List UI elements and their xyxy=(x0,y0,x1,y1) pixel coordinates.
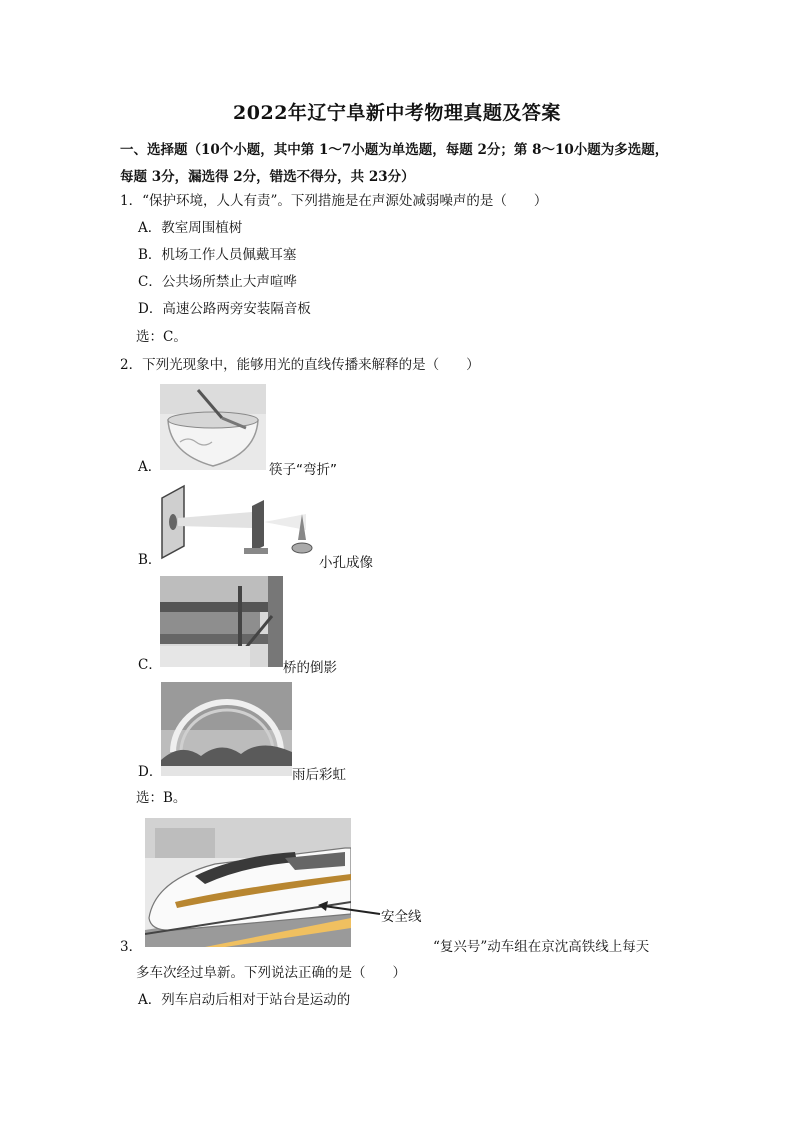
question-2-option-c-letter: C． xyxy=(138,657,162,673)
page-title: 2022年辽宁阜新中考物理真题及答案 xyxy=(233,102,561,124)
pinhole-imaging-image xyxy=(156,484,318,568)
section-heading xyxy=(120,137,680,191)
question-1-option-a: A．教室周围植树 xyxy=(138,220,243,236)
question-3-stem-line-1: “复兴号”动车组在京沈高铁线上每天 xyxy=(433,939,650,955)
arrow-icon xyxy=(316,900,382,920)
high-speed-train-image xyxy=(145,818,351,947)
question-1-option-c: C．公共场所禁止大声喧哗 xyxy=(138,274,297,290)
section-heading-line-2: 每题 3分，漏选得 2分，错选不得分，共 23分） xyxy=(120,169,415,185)
question-1-option-b: B．机场工作人员佩戴耳塞 xyxy=(138,247,297,263)
bowl-chopstick-image xyxy=(160,384,266,470)
question-2-option-a-letter: A． xyxy=(138,459,162,475)
question-2-option-a-caption: 筷子“弯折” xyxy=(269,462,337,478)
question-2-option-b-caption: 小孔成像 xyxy=(319,555,373,571)
question-2-answer: 选：B。 xyxy=(136,790,187,806)
question-1-option-d: D．高速公路两旁安装隔音板 xyxy=(138,301,311,317)
bridge-reflection-image xyxy=(160,576,283,667)
question-2-option-d-caption: 雨后彩虹 xyxy=(292,767,346,783)
question-2-option-d-letter: D． xyxy=(138,764,163,780)
question-3-number: 3． xyxy=(120,939,143,955)
section-heading-line-1: 一、选择题（10个小题，其中第 1～7小题为单选题，每题 2分；第 8～10小题为多选题， xyxy=(120,142,669,158)
question-1-stem: 1．“保护环境，人人有责”。下列措施是在声源处减弱噪声的是（ ） xyxy=(120,193,548,209)
question-2-option-c-caption: 桥的倒影 xyxy=(283,660,337,676)
question-2-option-b-letter: B． xyxy=(138,552,162,568)
question-2-stem: 2．下列光现象中，能够用光的直线传播来解释的是（ ） xyxy=(120,357,480,373)
rainbow-image xyxy=(161,682,292,776)
question-3-option-a: A．列车启动后相对于站台是运动的 xyxy=(138,992,351,1008)
question-1-answer: 选：C。 xyxy=(136,329,187,345)
safety-line-label: 安全线 xyxy=(381,909,422,925)
question-3-stem-line-2: 多车次经过阜新。下列说法正确的是（ ） xyxy=(136,965,406,981)
